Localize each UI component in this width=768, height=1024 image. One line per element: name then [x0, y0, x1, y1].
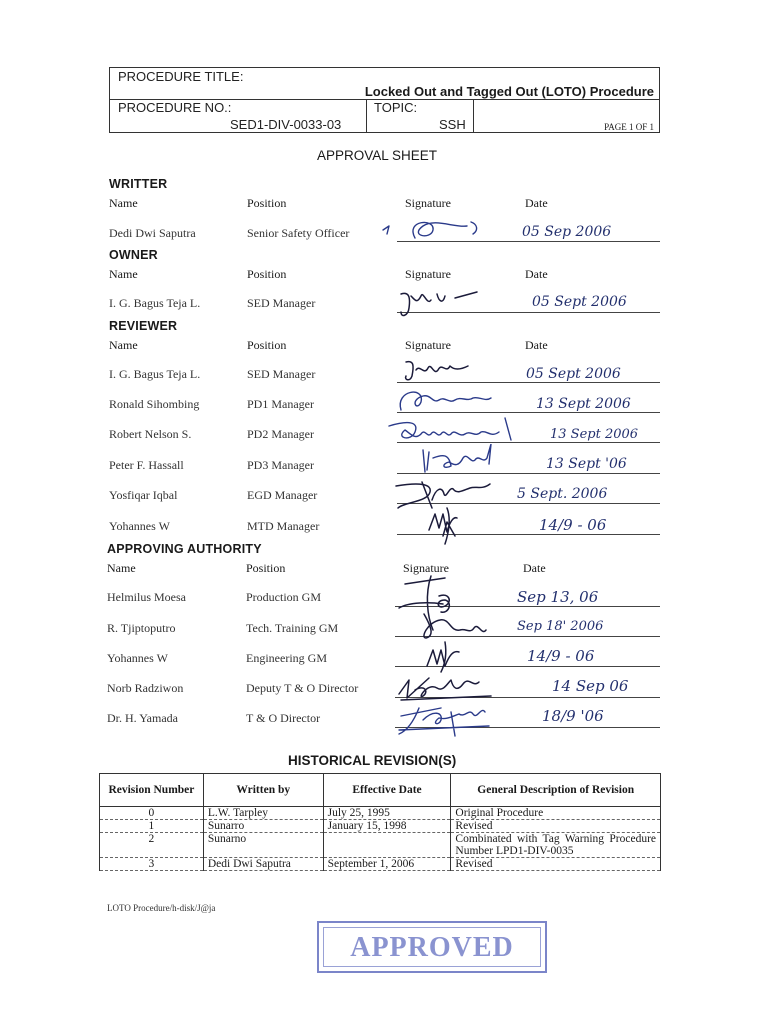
date-approver [550, 673, 660, 699]
handwritten-date: 13 Sept 2006 [550, 427, 639, 442]
signer-name: R. Tjiptoputro [107, 621, 176, 635]
signer-name: Helmilus Moesa [107, 590, 186, 604]
procedure-title-label: PROCEDURE TITLE: [118, 69, 244, 84]
handwritten-date: 05 Sep 2006 [522, 224, 612, 240]
stamp-text: APPROVED [350, 932, 514, 963]
revision-number: 3 [100, 858, 204, 871]
description: Combinated with Tag Warning Procedure Number LPD1-DIV-0035 [451, 833, 661, 858]
signature-reviewer [415, 444, 525, 478]
date-approver [540, 703, 660, 729]
header-revision-number: Revision Number [100, 774, 204, 807]
col-date: Date [523, 561, 546, 575]
header-effective-date: Effective Date [323, 774, 451, 807]
col-position: Position [247, 267, 287, 281]
col-signature: Signature [403, 561, 449, 575]
signer-position: SED Manager [247, 367, 316, 381]
section-owner-title: OWNER [109, 248, 158, 262]
signer-name: Peter F. Hassall [109, 458, 184, 472]
handwritten-date: 14/9 - 06 [527, 647, 595, 665]
written-by: L.W. Tarpley [203, 807, 323, 820]
topic-value: SSH [439, 117, 466, 132]
written-by: Dedi Dwi Saputra [203, 858, 323, 871]
signer-position: EGD Manager [247, 488, 318, 502]
col-position: Position [247, 338, 287, 352]
signer-position: PD1 Manager [247, 397, 314, 411]
revision-header-row [100, 774, 661, 807]
approval-sheet-title: APPROVAL SHEET [317, 148, 438, 163]
signer-name: I. G. Bagus Teja L. [109, 296, 201, 310]
procedure-title: Locked Out and Tagged Out (LOTO) Procedure [364, 84, 654, 99]
date-reviewer [515, 482, 660, 506]
handwritten-date: 18/9 '06 [542, 707, 604, 725]
signer-name: I. G. Bagus Teja L. [109, 367, 201, 381]
table-row [100, 820, 661, 833]
approved-stamp [317, 921, 547, 973]
date-owner [530, 290, 660, 314]
description: Revised [451, 820, 661, 833]
signer-name: Robert Nelson S. [109, 427, 192, 441]
date-writer [520, 220, 660, 244]
signer-position: SED Manager [247, 296, 316, 310]
table-row [100, 858, 661, 871]
header-description: General Description of Revision [451, 774, 661, 807]
header-written-by: Written by [203, 774, 323, 807]
effective-date: September 1, 2006 [323, 858, 451, 871]
topic-label: TOPIC: [374, 100, 418, 115]
signature-writer [375, 216, 495, 246]
col-position: Position [247, 196, 287, 210]
table-row [100, 833, 661, 858]
handwritten-date: Sep 18' 2006 [517, 619, 604, 634]
col-signature: Signature [405, 196, 451, 210]
handwritten-date: 05 Sept 2006 [532, 294, 627, 310]
historical-title: HISTORICAL REVISION(S) [288, 753, 457, 768]
page-number: PAGE 1 OF 1 [604, 122, 654, 132]
signer-position: PD2 Manager [247, 427, 314, 441]
signer-position: MTD Manager [247, 519, 320, 533]
signer-name: Dr. H. Yamada [107, 711, 178, 725]
signer-name: Yosfiqar Iqbal [109, 488, 178, 502]
revision-table [99, 773, 661, 871]
date-approver [515, 614, 645, 638]
handwritten-date: 05 Sept 2006 [526, 366, 621, 382]
col-name: Name [107, 561, 136, 575]
col-name: Name [109, 338, 138, 352]
procedure-no-label: PROCEDURE NO.: [118, 100, 232, 115]
signature-approver [425, 640, 475, 674]
table-row [100, 807, 661, 820]
description: Original Procedure [451, 807, 661, 820]
signer-position: Production GM [246, 590, 321, 604]
effective-date: January 15, 1998 [323, 820, 451, 833]
revision-number: 2 [100, 833, 204, 858]
handwritten-date: 5 Sept. 2006 [517, 486, 608, 502]
footer-path: LOTO Procedure/h-disk/J@ja [107, 903, 216, 913]
col-name: Name [109, 196, 138, 210]
procedure-header-box [109, 67, 660, 133]
handwritten-date: Sep 13, 06 [517, 588, 599, 606]
section-reviewer-title: REVIEWER [109, 319, 178, 333]
date-reviewer [520, 422, 660, 446]
revision-number: 0 [100, 807, 204, 820]
date-reviewer [520, 452, 660, 476]
col-date: Date [525, 267, 548, 281]
section-approving-title: APPROVING AUTHORITY [107, 542, 262, 556]
effective-date: July 25, 1995 [323, 807, 451, 820]
section-writer-title: WRITTER [109, 177, 168, 191]
date-reviewer [535, 512, 655, 538]
signer-position: Deputy T & O Director [246, 681, 359, 695]
signer-position: Engineering GM [246, 651, 327, 665]
signature-owner [395, 286, 495, 322]
handwritten-date: 14 Sep 06 [552, 677, 629, 695]
handwritten-date: 13 Sept 2006 [536, 396, 631, 412]
date-approver [515, 582, 605, 610]
signature-approver [395, 700, 505, 740]
procedure-no: SED1-DIV-0033-03 [230, 117, 342, 132]
signer-name: Yohannes W [109, 519, 170, 533]
handwritten-date: 13 Sept '06 [546, 456, 627, 472]
signer-name: Yohannes W [107, 651, 168, 665]
col-signature: Signature [405, 267, 451, 281]
col-position: Position [246, 561, 286, 575]
signer-position: T & O Director [246, 711, 321, 725]
signer-name: Ronald Sihombing [109, 397, 200, 411]
col-date: Date [525, 338, 548, 352]
written-by: Sunarno [203, 833, 323, 858]
date-reviewer [520, 392, 660, 416]
signer-position: Senior Safety Officer [247, 226, 350, 240]
signer-position: PD3 Manager [247, 458, 314, 472]
signer-position: Tech. Training GM [246, 621, 339, 635]
signer-name: Norb Radziwon [107, 681, 184, 695]
description: Revised [451, 858, 661, 871]
col-signature: Signature [405, 338, 451, 352]
signature-reviewer [425, 506, 485, 546]
revision-number: 1 [100, 820, 204, 833]
date-reviewer [520, 362, 660, 386]
effective-date [323, 833, 451, 858]
signer-name: Dedi Dwi Saputra [109, 226, 196, 240]
handwritten-date: 14/9 - 06 [539, 516, 607, 534]
written-by: Sunarro [203, 820, 323, 833]
col-date: Date [525, 196, 548, 210]
signature-approver [418, 608, 488, 640]
date-approver [525, 643, 635, 669]
signature-reviewer [400, 356, 500, 386]
col-name: Name [109, 267, 138, 281]
